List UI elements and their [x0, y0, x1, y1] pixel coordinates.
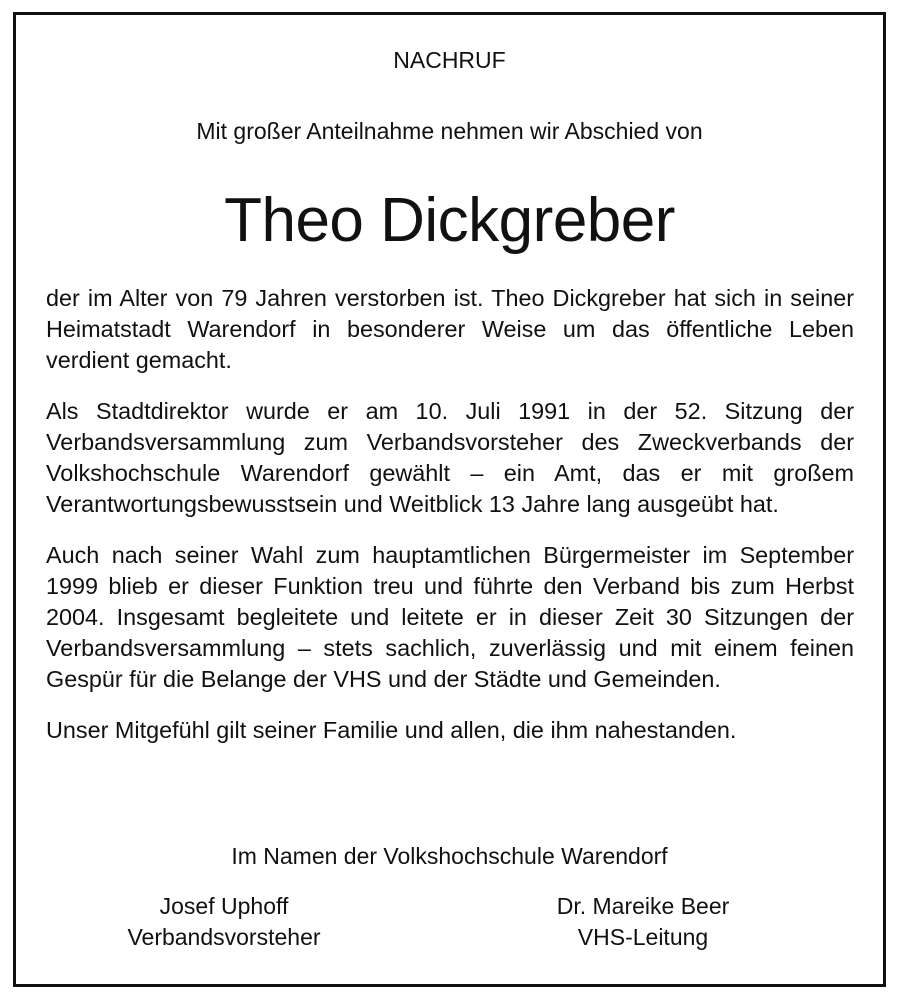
signer-name: Josef Uphoff	[159, 893, 289, 919]
signer-name: Dr. Mareike Beer	[556, 893, 730, 919]
notice-title: NACHRUF	[393, 47, 506, 73]
on-behalf-line: Im Namen der Volkshochschule Warendorf	[231, 843, 668, 869]
signer-role: VHS-Leitung	[577, 924, 709, 950]
intro-line: Mit großer Anteilnahme nehmen wir Abschied von	[196, 118, 703, 144]
signer-left	[64, 891, 384, 953]
deceased-name: Theo Dickgreber	[224, 186, 675, 255]
signer-role: Verbandsvorsteher	[127, 924, 321, 950]
signer-right	[483, 891, 803, 953]
condolence-line: Unser Mitgefühl gilt seiner Familie und allen, die ihm nahestanden.	[46, 717, 737, 743]
obituary-body	[46, 283, 854, 766]
paragraph-2: Als Stadtdirektor wurde er am 10. Juli 1991 in der 52. Sitzung der Verbandsversammlung zum Verbandsvorsteher des Zweckverbands der Volkshochschule Warendorf gewählt – ein Amt, das er mit großem Verantwortungsbewusstsein und Weitblick 13 Jahre lang ausgeübt hat.	[46, 398, 854, 517]
paragraph-1: der im Alter von 79 Jahren verstorben ist. Theo Dickgreber hat sich in seiner Heimatstadt Warendorf in besonderer Weise um das öffentliche Leben verdient gemacht.	[46, 285, 854, 373]
paragraph-3: Auch nach seiner Wahl zum hauptamtlichen Bürgermeister im September 1999 blieb er dieser Funktion treu und führte den Verband bis zum Herbst 2004. Insgesamt begleitete und leitete er in dieser Zeit 30 Sitzungen der Verbandsversammlung – stets sachlich, zuverlässig und mit einem feinen Gespür für die Belange der VHS und der Städte und Gemeinden.	[46, 542, 854, 692]
